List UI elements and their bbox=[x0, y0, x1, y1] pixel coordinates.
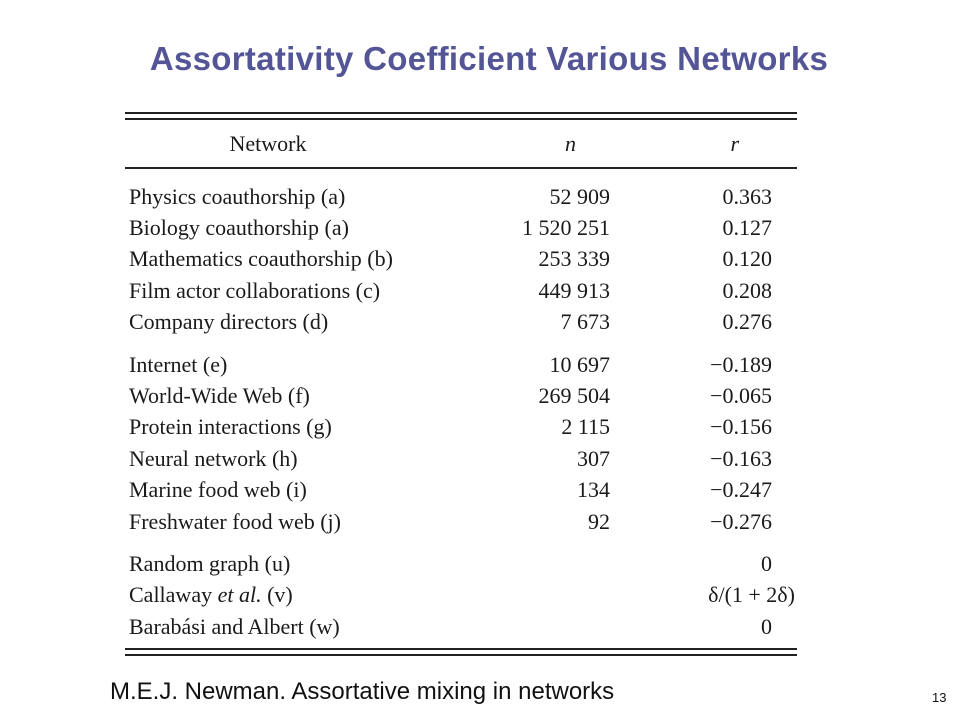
slide-title: Assortativity Coefficient Various Networks bbox=[149, 40, 829, 77]
cell-network: Barabási and Albert (w) bbox=[129, 613, 340, 639]
cell-r: 0.363 bbox=[722, 183, 772, 209]
cell-n: 92 bbox=[588, 508, 610, 534]
table-row bbox=[125, 244, 797, 275]
cell-r: −0.163 bbox=[710, 445, 772, 471]
table-row bbox=[125, 212, 797, 243]
cell-network: World-Wide Web (f) bbox=[129, 383, 310, 409]
cell-network: Mathematics coauthorship (b) bbox=[129, 246, 393, 272]
cell-network-italic: et al. bbox=[217, 582, 262, 608]
cell-r: δ/(1 + 2δ) bbox=[708, 582, 795, 608]
assortativity-table bbox=[125, 112, 797, 656]
cell-r: −0.276 bbox=[710, 508, 772, 534]
cell-n: 2 115 bbox=[561, 414, 610, 440]
cell-n: 1 520 251 bbox=[522, 215, 610, 241]
table-row bbox=[125, 443, 797, 474]
cell-r: −0.065 bbox=[710, 383, 772, 409]
cell-network: Physics coauthorship (a) bbox=[129, 183, 346, 209]
cell-n: 134 bbox=[577, 477, 610, 503]
table-row bbox=[125, 380, 797, 411]
cell-network: Neural network (h) bbox=[129, 445, 298, 471]
header-r: r bbox=[730, 130, 739, 156]
table-group-assortative bbox=[125, 169, 797, 344]
cell-r: 0 bbox=[761, 613, 772, 639]
cell-network-prefix: Callaway bbox=[129, 582, 218, 608]
citation: M.E.J. Newman. Assortative mixing in networks bbox=[110, 678, 615, 705]
cell-r: 0.120 bbox=[722, 246, 772, 272]
cell-n: 10 697 bbox=[549, 351, 610, 377]
cell-network: Biology coauthorship (a) bbox=[129, 215, 349, 241]
table-row bbox=[125, 412, 797, 443]
header-n: n bbox=[565, 130, 576, 156]
cell-r: −0.156 bbox=[710, 414, 772, 440]
table-row bbox=[125, 275, 797, 306]
table-row bbox=[125, 307, 797, 338]
cell-network-suffix: (v) bbox=[261, 582, 293, 608]
cell-r: 0.127 bbox=[722, 215, 772, 241]
cell-n: 269 504 bbox=[538, 383, 610, 409]
cell-n: 7 673 bbox=[560, 309, 610, 335]
table-row bbox=[125, 611, 797, 642]
table-row bbox=[125, 580, 797, 611]
table-row bbox=[125, 181, 797, 212]
cell-n: 307 bbox=[577, 445, 610, 471]
table-row bbox=[125, 349, 797, 380]
table-top-rule bbox=[125, 112, 797, 120]
table-group-models bbox=[125, 543, 797, 648]
cell-r: 0.208 bbox=[722, 277, 772, 303]
cell-r: 0.276 bbox=[722, 309, 772, 335]
cell-n: 52 909 bbox=[549, 183, 610, 209]
cell-network: Company directors (d) bbox=[129, 309, 329, 335]
table-bottom-rule bbox=[125, 648, 797, 656]
page-number: 13 bbox=[932, 690, 947, 705]
table-row bbox=[125, 548, 797, 579]
cell-r: 0 bbox=[761, 550, 772, 576]
cell-network: Random graph (u) bbox=[129, 550, 291, 576]
cell-network bbox=[125, 582, 520, 608]
table-row bbox=[125, 475, 797, 506]
cell-network: Film actor collaborations (c) bbox=[129, 277, 381, 303]
cell-network: Internet (e) bbox=[129, 351, 228, 377]
cell-network: Freshwater food web (j) bbox=[129, 508, 341, 534]
table-header-row bbox=[125, 120, 797, 167]
table-row bbox=[125, 506, 797, 537]
cell-network: Marine food web (i) bbox=[129, 477, 307, 503]
cell-r: −0.247 bbox=[710, 477, 772, 503]
header-network: Network bbox=[229, 130, 307, 156]
table-group-disassortative bbox=[125, 344, 797, 543]
cell-network: Protein interactions (g) bbox=[129, 414, 332, 440]
cell-n: 253 339 bbox=[538, 246, 610, 272]
cell-r: −0.189 bbox=[710, 351, 772, 377]
cell-n: 449 913 bbox=[538, 277, 610, 303]
